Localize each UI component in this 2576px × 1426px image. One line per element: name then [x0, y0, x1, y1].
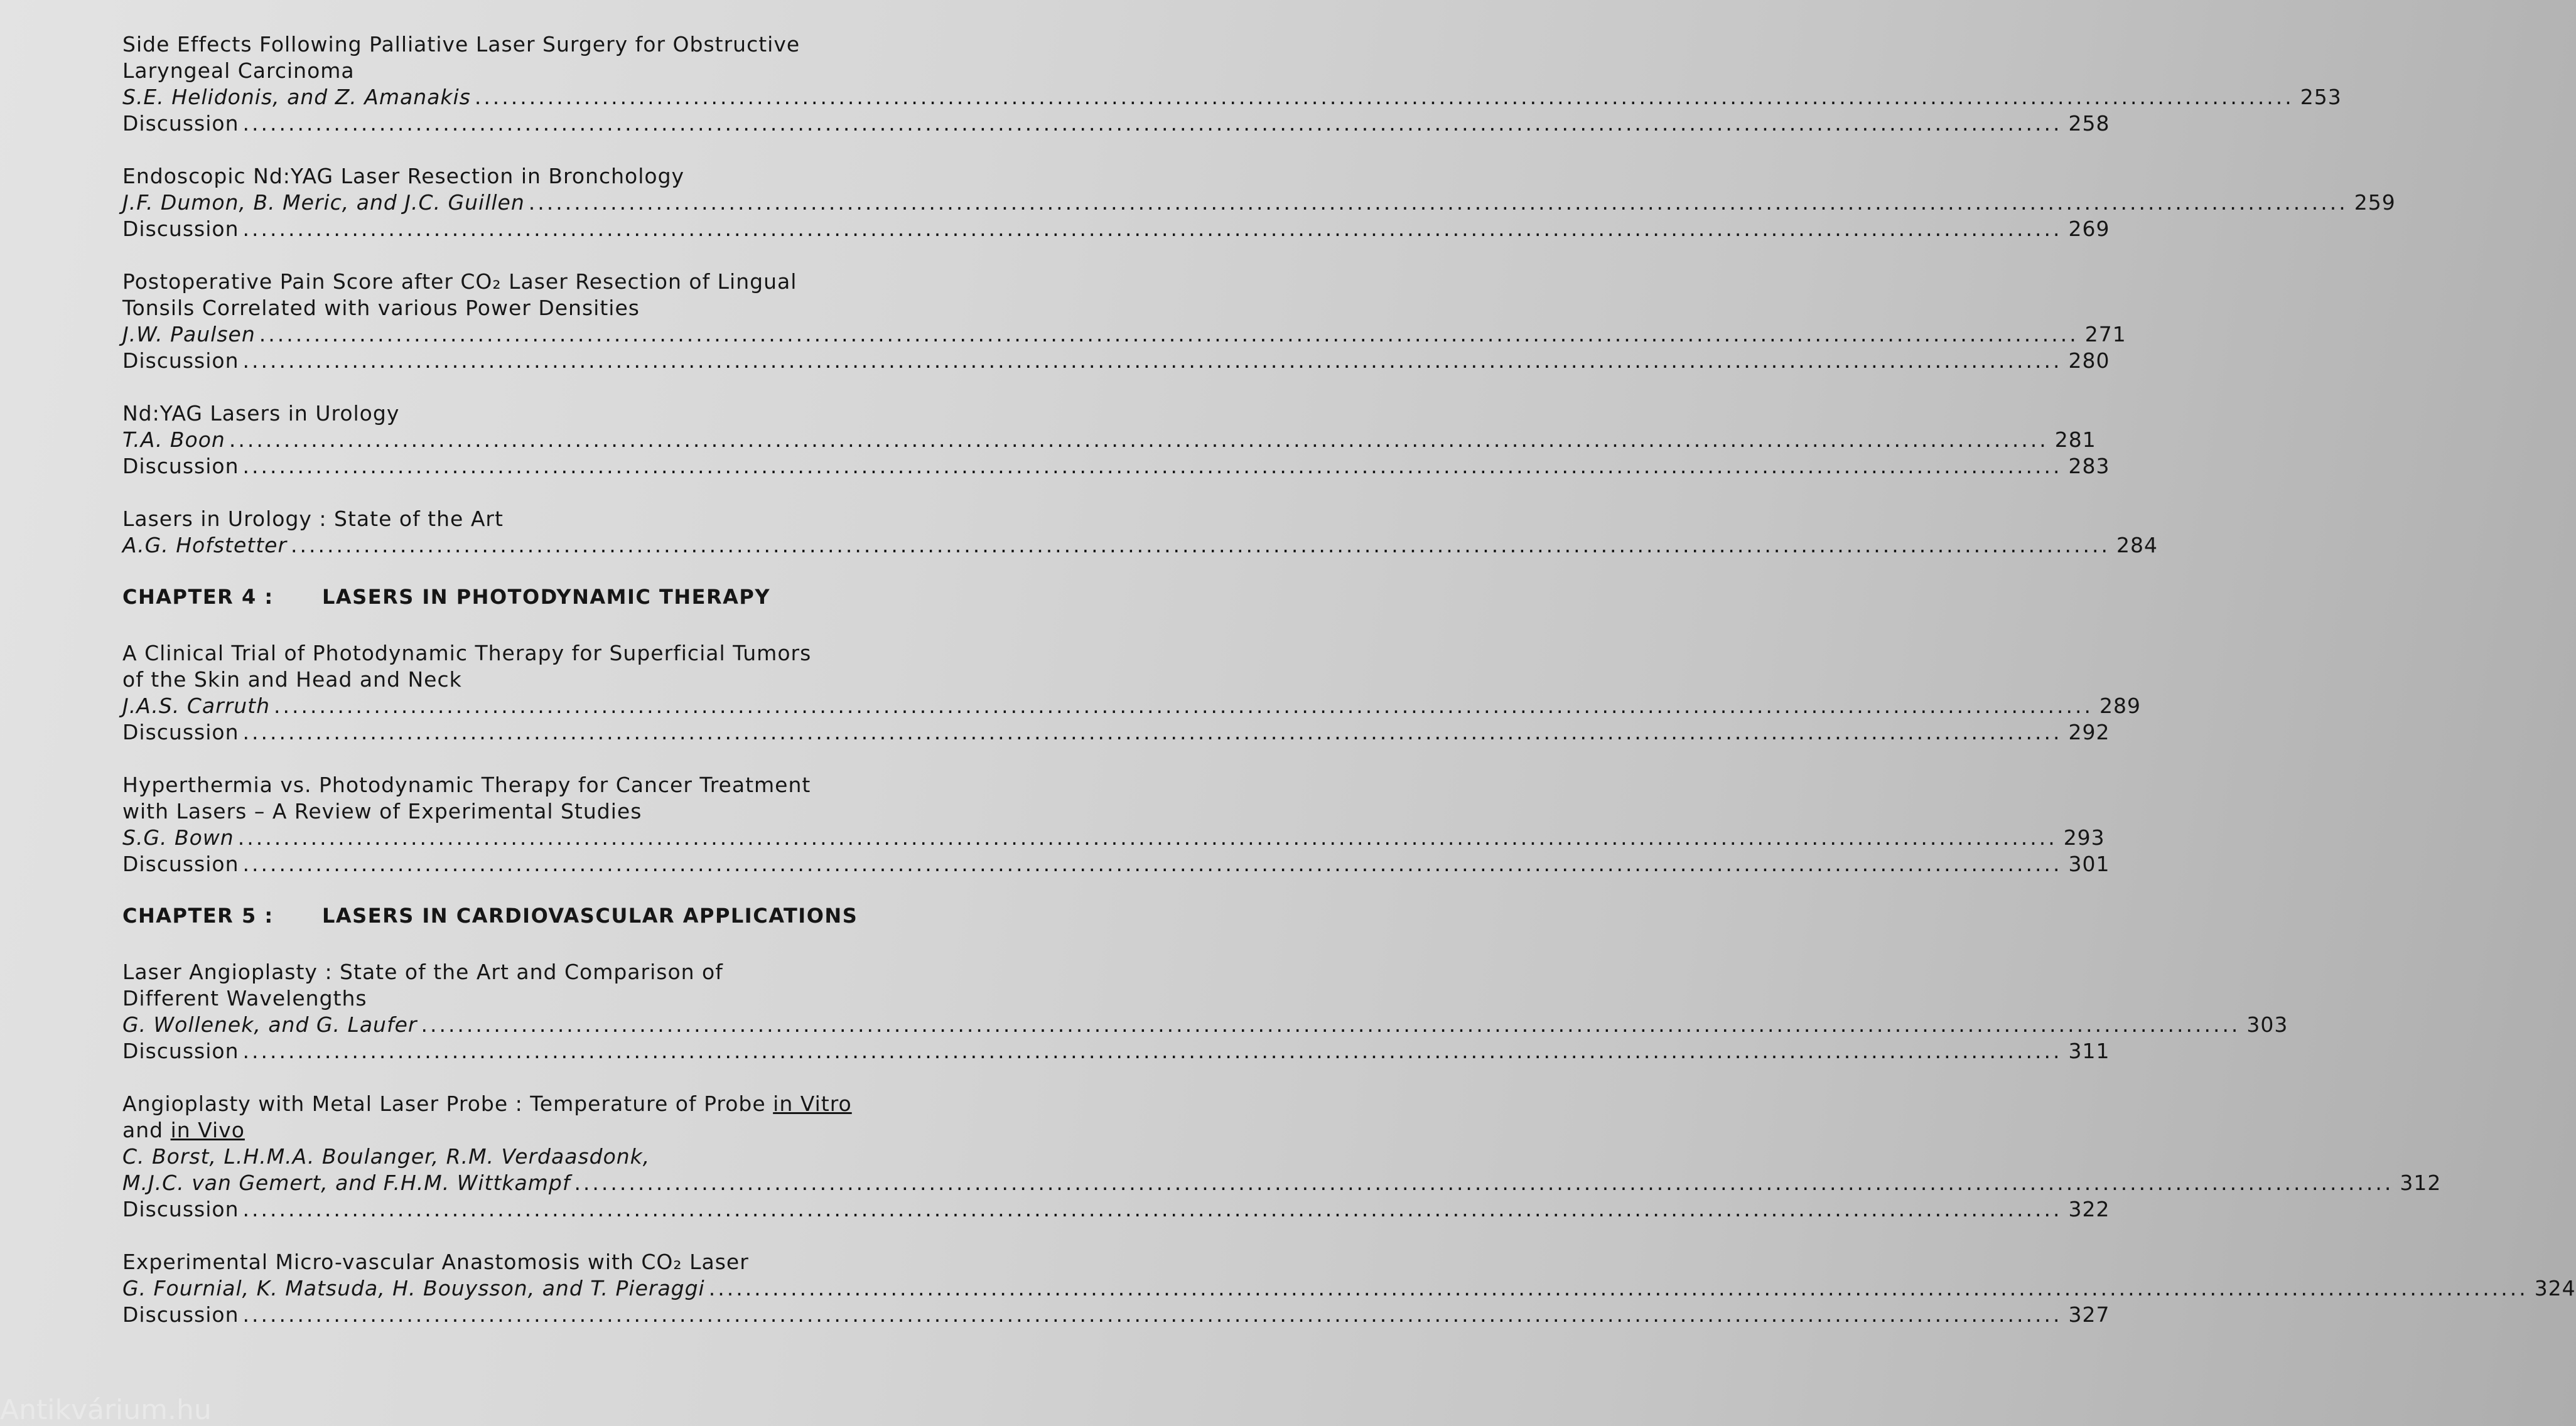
page-number: 281 [2054, 427, 2096, 452]
page-number: 289 [2099, 694, 2141, 718]
leader-dots: ........................................................................................................................................................................................................ [259, 322, 2079, 346]
leader-dots: ........................................................................................................................................................................................................ [229, 427, 2049, 452]
author-row [122, 1012, 2288, 1038]
author-row [122, 1275, 2576, 1302]
leader-dots: ........................................................................................................................................................................................................ [474, 85, 2294, 109]
page-number: 280 [2068, 348, 2110, 373]
page-number: 324 [2534, 1276, 2576, 1300]
page-number: 253 [2300, 85, 2342, 109]
entry-author-line: C. Borst, L.H.M.A. Boulanger, R.M. Verdaasdonk, [122, 1144, 650, 1169]
toc-entry [122, 1249, 2576, 1328]
toc-entry [122, 269, 2126, 374]
entry-author: J.W. Paulsen [122, 322, 256, 346]
page-number: 312 [2400, 1171, 2442, 1195]
author-row [122, 427, 2096, 453]
discussion-label: Discussion [122, 111, 239, 136]
entry-title: Experimental Micro-vascular Anastomosis with CO₂ Laser [122, 1250, 749, 1274]
page-number: 259 [2354, 190, 2396, 215]
page-number: 292 [2068, 720, 2110, 744]
entry-author: S.G. Bown [122, 825, 234, 850]
discussion-label: Discussion [122, 1197, 239, 1221]
discussion-row [122, 110, 2110, 137]
entry-author: M.J.C. van Gemert, and F.H.M. Wittkampf [122, 1171, 571, 1195]
discussion-label: Discussion [122, 720, 239, 744]
discussion-label: Discussion [122, 348, 239, 373]
entry-title: Different Wavelengths [122, 986, 367, 1011]
leader-dots: ........................................................................................................................................................................................................ [274, 694, 2093, 718]
discussion-row [122, 348, 2110, 374]
leader-dots: ........................................................................................................................................................................................................ [242, 217, 2062, 241]
author-row [122, 1170, 2442, 1196]
discussion-label: Discussion [122, 1302, 239, 1327]
toc-entry [122, 506, 2158, 559]
leader-dots: ........................................................................................................................................................................................................ [242, 720, 2062, 744]
author-row [122, 532, 2158, 559]
page-number: 327 [2068, 1302, 2110, 1327]
leader-dots: ........................................................................................................................................................................................................ [237, 825, 2057, 850]
author-row [122, 321, 2126, 348]
page-number: 293 [2063, 825, 2105, 850]
entry-title: Laryngeal Carcinoma [122, 58, 355, 83]
entry-title: Hyperthermia vs. Photodynamic Therapy for Cancer Treatment [122, 773, 811, 797]
page-number: 311 [2068, 1039, 2110, 1063]
entry-title: Nd:YAG Lasers in Urology [122, 401, 400, 426]
leader-dots: ........................................................................................................................................................................................................ [421, 1012, 2241, 1037]
watermark: Antikvárium.hu [0, 1394, 212, 1426]
page-number: 322 [2068, 1197, 2110, 1221]
entry-title: A Clinical Trial of Photodynamic Therapy for Superficial Tumors [122, 641, 812, 665]
toc-entry [122, 959, 2288, 1064]
leader-dots: ........................................................................................................................................................................................................ [242, 454, 2062, 478]
entry-title: Lasers in Urology : State of the Art [122, 507, 504, 531]
leader-dots: ........................................................................................................................................................................................................ [242, 1302, 2062, 1327]
discussion-label: Discussion [122, 454, 239, 478]
leader-dots: ........................................................................................................................................................................................................ [242, 1197, 2062, 1221]
discussion-row [122, 453, 2110, 480]
toc-entry [122, 31, 2342, 137]
chapter-number: CHAPTER 4 : [122, 585, 274, 609]
entry-title: Laser Angioplasty : State of the Art and Comparison of [122, 960, 723, 984]
page-number: 269 [2068, 217, 2110, 241]
author-row [122, 84, 2342, 110]
entry-title [122, 1091, 945, 1117]
discussion-row [122, 1302, 2110, 1328]
discussion-row [122, 1038, 2110, 1064]
leader-dots: ........................................................................................................................................................................................................ [242, 1039, 2062, 1063]
page-number: 283 [2068, 454, 2110, 478]
toc-page [122, 31, 2576, 1354]
toc-block-chapter3 [122, 31, 2396, 559]
entry-title-text: Angioplasty with Metal Laser Probe : Temperature of Probe [122, 1091, 773, 1116]
discussion-label: Discussion [122, 852, 239, 876]
entry-title-underlined: in Vivo [170, 1118, 245, 1142]
author-row [122, 190, 2396, 216]
leader-dots: ........................................................................................................................................................................................................ [291, 533, 2110, 557]
discussion-row [122, 851, 2110, 877]
leader-dots: ........................................................................................................................................................................................................ [242, 348, 2062, 373]
entry-title: Postoperative Pain Score after CO₂ Laser Resection of Lingual [122, 269, 797, 294]
toc-entry [122, 163, 2396, 242]
discussion-label: Discussion [122, 217, 239, 241]
entry-title: Side Effects Following Palliative Laser Surgery for Obstructive [122, 32, 800, 56]
entry-title: Tonsils Correlated with various Power Densities [122, 296, 640, 320]
chapter-title: LASERS IN CARDIOVASCULAR APPLICATIONS [322, 904, 858, 928]
toc-block-chapter4 [122, 640, 2141, 877]
page-number: 271 [2084, 322, 2126, 346]
entry-title-text: and [122, 1118, 171, 1142]
toc-entry [122, 640, 2141, 746]
toc-entry [122, 1091, 2442, 1223]
entry-author: G. Fournial, K. Matsuda, H. Bouysson, and T. Pieraggi [122, 1276, 705, 1300]
discussion-label: Discussion [122, 1039, 239, 1063]
entry-title-underlined: in Vitro [773, 1091, 852, 1116]
author-row [122, 693, 2141, 719]
page-number: 303 [2246, 1012, 2288, 1037]
leader-dots: ........................................................................................................................................................................................................ [708, 1276, 2528, 1300]
entry-title [122, 1117, 945, 1144]
page-number: 301 [2068, 852, 2110, 876]
chapter-title: LASERS IN PHOTODYNAMIC THERAPY [322, 585, 771, 609]
entry-author: A.G. Hofstetter [122, 533, 288, 557]
leader-dots: ........................................................................................................................................................................................................ [528, 190, 2348, 215]
page-number: 258 [2068, 111, 2110, 136]
discussion-row [122, 1196, 2110, 1223]
toc-block-chapter5 [122, 959, 2288, 1064]
leader-dots: ........................................................................................................................................................................................................ [574, 1171, 2394, 1195]
discussion-row [122, 719, 2110, 746]
leader-dots: ........................................................................................................................................................................................................ [242, 852, 2062, 876]
entry-author: J.F. Dumon, B. Meric, and J.C. Guillen [122, 190, 525, 215]
toc-entry [122, 400, 2110, 480]
discussion-row [122, 216, 2110, 242]
page-number: 284 [2116, 533, 2158, 557]
entry-title: of the Skin and Head and Neck [122, 667, 462, 692]
author-row [122, 825, 2105, 851]
entry-author: S.E. Helidonis, and Z. Amanakis [122, 85, 471, 109]
entry-author: G. Wollenek, and G. Laufer [122, 1012, 418, 1037]
entry-title: Endoscopic Nd:YAG Laser Resection in Bronchology [122, 164, 685, 188]
leader-dots: ........................................................................................................................................................................................................ [242, 111, 2062, 136]
chapter-4-heading [122, 585, 945, 609]
toc-entry [122, 772, 2110, 877]
entry-title: with Lasers – A Review of Experimental Studies [122, 799, 642, 823]
entry-author: J.A.S. Carruth [122, 694, 270, 718]
chapter-5-heading [122, 904, 945, 928]
chapter-number: CHAPTER 5 : [122, 904, 274, 928]
entry-author: T.A. Boon [122, 427, 225, 452]
